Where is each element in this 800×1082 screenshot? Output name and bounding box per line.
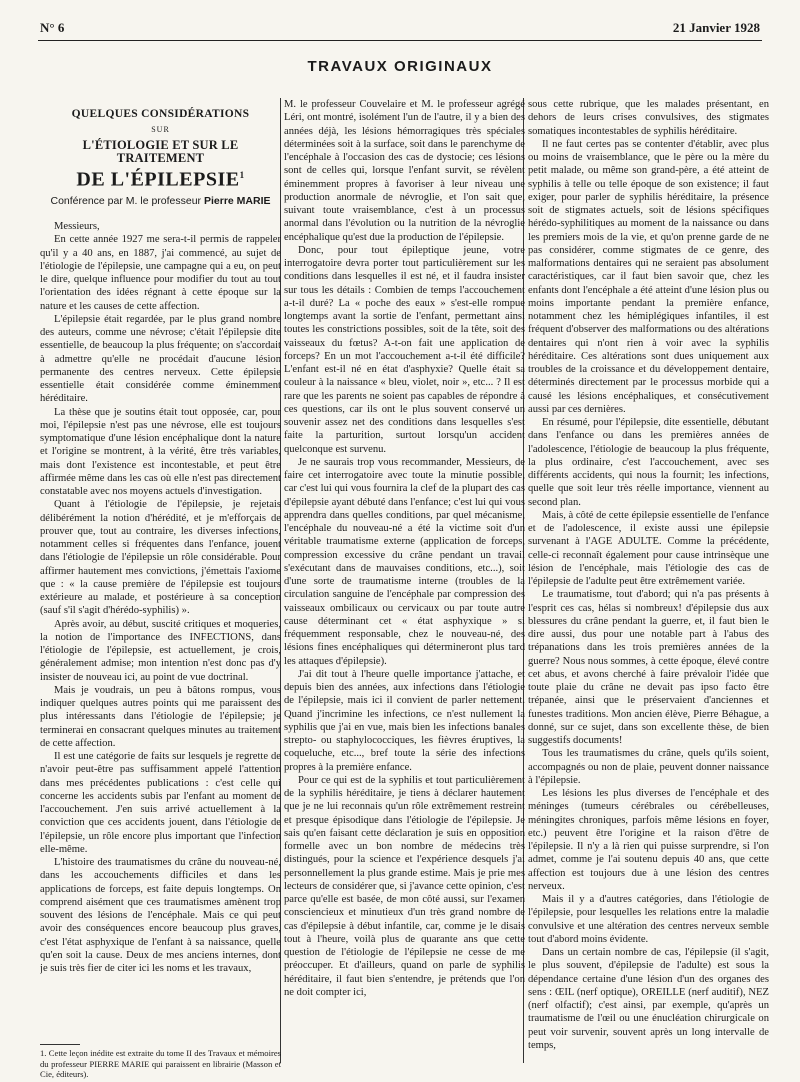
conference-prefix: Conférence par M. le professeur	[50, 194, 204, 207]
paragraph: Je ne saurais trop vous recommander, Messieurs, de faire cet interrogatoire avec toute la minutie possible, car c'est lui qui vous fournira la clef de la plupart des cas d'épilepsie ayant débuté dans l'enfance; c'est lui qui vous apprendra dans quelles conditions, par quel mécanisme, l'encéphale du nouveau-né a été la victime soit d'un véritable traumatisme externe (application de forceps, compression excessive du crâne pendant un travail s'exécutant dans de mauvaises conditions, etc...), soit d'une sorte de traumatisme interne (troubles de la circulation sanguine de l'encéphale par compression des vaisseaux ombilicaux ou cervicaux ou par toute autre cause déterminant cet « état asphyxique » si fréquemment responsable, chez le nouveau-né, des lésions fines encéphaliques qui détermineront plus tard les attaques d'épilepsie).	[284, 456, 525, 667]
article-title-text: DE L'ÉPILEPSIE	[76, 168, 240, 191]
paragraph: Il est une catégorie de faits sur lesquels je regrette de n'avoir peut-être pas suffisamment appelé l'attention dans mes précédentes publications : c'est celle qui concerne les accidents subis par l'enfant au moment de l'accouchement. J'en suis arrivé actuellement à la conviction que ces accidents jouent, dans l'étiologie de l'épilepsie, un rôle encore plus important que l'infection elle-même.	[40, 751, 281, 855]
article-kicker: QUELQUES CONSIDÉRATIONS	[71, 108, 250, 120]
paragraph: Mais je voudrais, un peu à bâtons rompus, vous indiquer quelques autres points qui me paraissent des plus intéressants dans l'étiologie de l'épilepsie; je terminerai en consacrant quelques minutes au traitement de cette affection.	[40, 684, 281, 749]
paragraph: Pour ce qui est de la syphilis et tout particulièrement de la syphilis héréditaire, je tiens à déclarer hautement que je ne lui reconnais qu'un rôle extrêmement restreint et presque épisodique dans l'étiologie de l'épilepsie. Je sais qu'en faisant cette déclaration je suis en opposition formelle avec un bon nombre de médecins très distingués, pour la science et l'expérience desquels j'ai personnellement la plus grande estime. Mais je prie mes lecteurs de considérer que, si j'avance cette opinion, c'est parce qu'elle est basée, de mon côté aussi, sur l'examen consciencieux et minutieux d'un très grand nombre de cas d'épilepsie à début infantile, car, comme je le disais tout à l'heure, voilà plus de quarante ans que cette question de l'étiologie de l'épilepsie ne cesse de me préoccuper. Et d'ailleurs, quand on parle de syphilis héréditaire, il faut bien s'entendre, je prétends que l'on ne doit compter ici,	[284, 774, 525, 998]
column-2-body	[284, 98, 525, 999]
paragraph: En cette année 1927 me sera-t-il permis de rappeler qu'il y a 40 ans, en 1887, j'ai commencé, au sujet de l'étiologie de l'épilepsie, une campagne qui a eu, on peut le dire, quelque influence pour modifier du tout au tout l'orientation des idées régnant à cette époque sur la nature et les causes de cette affection.	[40, 234, 281, 312]
author-name: Pierre MARIE	[203, 194, 271, 207]
paragraph: Après avoir, au début, suscité critiques et moqueries, la notion de l'importance des INFECTIONS, dans l'étiologie de l'épilepsie, est actuellement, je crois, généralement admise; mon intention n'est donc pas d'y insister de nouveau ici, au point de vue doctrinal.	[40, 618, 281, 683]
footnote-number: 1.	[40, 1048, 47, 1058]
paragraph: L'épilepsie était regardée, par le plus grand nombre des auteurs, comme une névrose; c'était l'épilepsie dite essentielle, de beaucoup la plus fréquente; on s'accordait à admettre qu'elle ne procédait d'aucune lésion permanente des centres nerveux. Cette épilepsie essentielle était considérée comme éminemment héréditaire.	[40, 313, 281, 405]
column-1	[40, 98, 281, 1033]
column-3-body	[528, 98, 769, 1052]
paragraph: Quant à l'étiologie de l'épilepsie, je rejetais délibérément la notion d'hérédité, et je m'efforçais de prouver que, tout au contraire, les diverses infections, notamment celles si fréquentes dans l'enfance, jouent dans l'étiologie de l'épilepsie un rôle considérable. Pour affirmer hautement mes convictions, j'émettais l'axiome que : « la cause première de l'épilepsie est toujours extérieure au malade, et postérieure à sa conception (sauf s'il s'agit d'hérédo-syphilis) ».	[40, 499, 281, 617]
paragraph: Mais, à côté de cette épilepsie essentielle de l'enfance et de l'adolescence, il existe aussi une épilepsie survenant à l'AGE ADULTE. Comme la précédente, celle-ci reconnaît également pour cause intrinsèque une lésion de l'encéphale, mais l'étiologie des cas de l'épilepsie de l'adulte peut être extrêmement variée.	[528, 509, 769, 587]
column-3	[528, 98, 769, 1073]
article-sur: SUR	[151, 125, 170, 135]
article-title-main	[40, 168, 281, 191]
issue-date: 21 Janvier 1928	[672, 20, 760, 35]
header-rule	[38, 40, 762, 41]
footnote-text: Cette leçon inédite est extraite du tome II des Travaux et mémoires du professeur PIERRE MARIE qui paraissent en librairie (Masson et Cie, éditeurs).	[40, 1048, 281, 1079]
paragraph: Tous les traumatismes du crâne, quels qu'ils soient, accompagnés ou non de plaie, peuvent donner naissance à l'épilepsie.	[528, 748, 769, 786]
article-title-block	[40, 108, 281, 191]
paragraph: Donc, pour tout épileptique jeune, votre interrogatoire devra porter tout particulièrement sur les conditions dans lesquelles il est né, et il faudra insister sur tous les détails : Combien de temps l'accouchement a-t-il duré? La « poche des eaux » s'est-elle rompue longtemps avant la sortie de l'enfant, permettant ainsi toutes les constrictions possibles, soit de la tête, soit des vaisseaux du fœtus? A-t-on fait une application de forceps? En un mot l'accouchement a-t-il été difficile? L'enfant est-il né en état d'asphyxie? Quelle était sa couleur à la naissance « bleu, violet, noir », etc... ? Il est rare que les parents ne soient pas capables de répondre à ces questions, car ils ont le plus souvent conservé un souvenir assez net des conditions dans lesquelles s'est faite la parturition, surtout lorsqu'un accident quelconque est survenu.	[284, 244, 525, 455]
paragraph: En résumé, pour l'épilepsie, dite essentielle, débutant dans l'enfance ou dans les premières années de l'adolescence, l'étiologie de beaucoup la plus fréquente, la plus ordinaire, c'est l'accouchement, avec ses différents accidents, qui nous la fournit; les infections, quelle que soit leur très réelle importance, viennent au second plan.	[528, 417, 769, 508]
footnote	[40, 1048, 281, 1080]
footnote-marker[interactable]: 1	[239, 170, 245, 180]
paragraph: sous cette rubrique, que les malades présentant, en dehors de leurs crises convulsives, des stigmates somatiques incontestables de syphilis héréditaire.	[528, 99, 769, 137]
paragraph: La thèse que je soutins était tout opposée, car, pour moi, l'épilepsie n'est pas une névrose, elle est toujours symptomatique d'une lésion encéphalique dont la nature et l'origine se montrent, à la vérité, être très variables, mais dont l'existence est incontestable, et peut être affirmée même dans les cas où elle n'est pas directement constatable avec nos moyens actuels d'investigation.	[40, 406, 281, 498]
paragraph: Dans un certain nombre de cas, l'épilepsie (il s'agit, le plus souvent, d'épilepsie de l'adulte) est sous la dépendance certaine d'une lésion d'un des organes des sens : ŒIL (nerf optique), OREILLE (nerf auditif), NEZ (nerf olfactif); c'est ainsi, par exemple, qu'après un traumatisme de l'œil ou une énucléation chirurgicale on peut voir survenir, souvent après un long intervalle de temps,	[528, 947, 769, 1051]
paragraph: Les lésions les plus diverses de l'encéphale et des méninges (tumeurs cérébrales ou cérébelleuses, méningites chroniques, parfois même lésions en foyer, etc.) peuvent être l'origine et la raison d'être de l'épilepsie. Il n'y a là rien qui puisse surprendre, si l'on admet, comme je l'ai soutenu depuis 40 ans, que cette affection est toujours due à une lésion des centres nerveux.	[528, 788, 769, 892]
column-2	[284, 98, 525, 1073]
paragraph: Il ne faut certes pas se contenter d'établir, avec plus ou moins de vraisemblance, que le père ou la mère du petit malade, ou même son grand-père, a été atteint de syphilis à telle ou telle époque de son existence; il faut exiger, pour parler de syphilis héréditaire, la présence soit de stigmates actuels, soit de lésions spécifiques hérédo-syphilitiques au moment de la naissance ou dans les premiers mois de la vie, et qu'on prenne garde de ne pas considérer, comme stigmates de ce genre, des malformations dentaires qui ne seraient pas absolument caractéristiques, car il faut bien savoir que, chez les enfants dont l'encéphale a été atteint d'une lésion plus ou moins importante pendant la première enfance, notamment chez les hémiplégiques infantiles, il est fréquent d'observer des malformations ou des altérations dentaires qui n'ont rien à voir avec la syphilis héréditaire. Ces altérations sont dues uniquement aux troubles de la croissance et du développement dentaire, déterminés directement par le processus morbide qui a causé les lésions encéphaliques, et consécutivement aussi par ces dernières.	[528, 138, 769, 415]
paragraph: Mais il y a d'autres catégories, dans l'étiologie de l'épilepsie, pour lesquelles les relations entre la maladie convulsive et une altération des centres nerveux semble tout d'abord moins évidente.	[528, 894, 769, 945]
conference-byline	[40, 195, 281, 208]
column-1-body	[40, 220, 281, 975]
paragraph: L'histoire des traumatismes du crâne du nouveau-né, dans les accouchements difficiles et dans les applications de forceps, est faite depuis longtemps. On comprend aisément que ces traumatismes amènent trop souvent des lésions de l'encéphale. Mais ce qui peut avoir des conséquences encore beaucoup plus graves, c'est l'état asphyxique de l'enfant à sa naissance, quelle qu'en soit la cause. Deux de mes anciens internes, dont je suis très fier de citer ici les noms et les travaux,	[40, 857, 281, 975]
section-title: TRAVAUX ORIGINAUX	[307, 58, 493, 75]
article-title-line: L'ÉTIOLOGIE ET SUR LE TRAITEMENT	[82, 137, 239, 165]
footnote-rule	[40, 1044, 80, 1045]
paragraph: J'ai dit tout à l'heure quelle importance j'attache, et depuis bien des années, aux infections dans l'étiologie de l'épilepsie, mais ici il convient de parler nettement. Quand j'incrimine les infections, ce n'est nullement la syphilis que j'ai en vue, mais bien les infections banales strepto- ou staphylococciques, les fièvres éruptives, la coqueluche, etc..., bref toute la série des infections propres à la première enfance.	[284, 668, 525, 773]
paragraph: M. le professeur Couvelaire et M. le professeur agrégé Léri, ont montré, isolément l'un de l'autre, il y a bien des années déjà, les lésions hémorragiques très spéciales déterminées soit à la surface, soit dans le parenchyme de l'encéphale à l'occasion des cas de dystocie; ces lésions sont de celles qui, lorsque l'enfant survit, se révèlent éminemment propres à favoriser à leur niveau une production anormale de névroglie, et l'on sait que, suivant toute vraisemblance, c'est à un processus anormal dans l'évolution ou la nutrition de la névroglie encéphalique qu'est due la production de l'épilepsie.	[284, 99, 525, 243]
paragraph: Messieurs,	[54, 221, 100, 233]
issue-number: N° 6	[40, 20, 65, 35]
paragraph: Le traumatisme, tout d'abord; qui n'a pas présents à l'esprit ces cas, hélas si nombreux! d'épilepsie dus aux blessures du crâne pendant la guerre, et, il faut bien le dire aussi, dus pour une notable part à l'abus des trépanations dans les trois premières années de la guerre? Nous nous sommes, à cette époque, élevé contre cet abus, et avons cherché à faire prévaloir l'idée que toute plaie du crâne ne devait pas ipso facto être trépanée, ainsi que le préservaient d'anciennes et funestes traditions. Mon ancien élève, Pierre Béhague, a donné, sur ce sujet, dans son excellente thèse, de bien suggestifs documents!	[528, 589, 769, 746]
